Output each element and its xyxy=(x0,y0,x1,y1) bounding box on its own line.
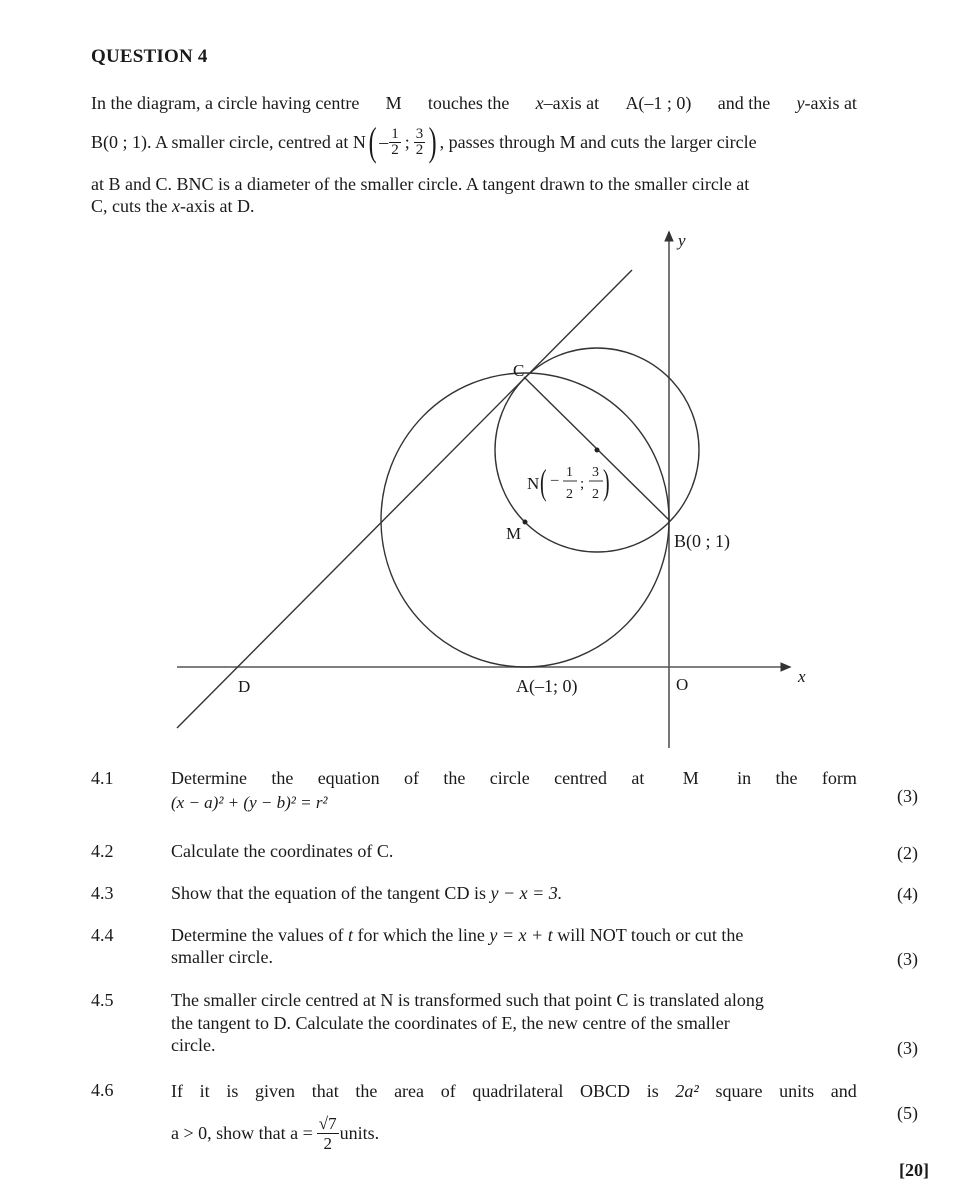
point-m xyxy=(523,520,528,525)
open-paren: ( xyxy=(368,119,377,164)
intro-line-3: at B and C. BNC is a diameter of the smaller circle. A tangent drawn to the smaller circle at xyxy=(91,174,750,194)
point-d-label: D xyxy=(238,677,251,696)
minus-sign: – xyxy=(379,131,389,152)
intro-text: , passes through M and cuts the larger circle xyxy=(439,131,757,152)
marks: (4) xyxy=(897,884,918,904)
part-4-4-text-line2: smaller circle. xyxy=(171,947,273,967)
part-4-1-formula: (x − a)² + (y − b)² = r² xyxy=(171,793,328,812)
n-separator: ; xyxy=(580,476,585,492)
total-marks: [20] xyxy=(899,1160,929,1180)
point-c-label: C xyxy=(513,361,525,380)
n-frac2-num: 3 xyxy=(592,465,599,480)
intro-text: A(–1 ; 0) xyxy=(625,93,692,113)
n-frac1-num: 1 xyxy=(566,465,573,480)
tangent-line-cd xyxy=(177,270,632,728)
part-4-3-text: Show that the equation of the tangent CD is y − x = 3. xyxy=(171,883,563,903)
n-open-paren: ( xyxy=(540,463,547,503)
part-4-4-text: Determine the values of t for which the line y = x + t will NOT touch or cut the xyxy=(171,925,744,945)
part-4-5-line3: circle. xyxy=(171,1035,216,1055)
n-frac1-den: 2 xyxy=(566,487,573,502)
intro-text: and the xyxy=(717,93,771,113)
close-paren: ) xyxy=(428,119,437,164)
intro-text: touches the xyxy=(427,93,510,113)
part-number: 4.1 xyxy=(91,768,114,788)
part-4-2-text: Calculate the coordinates of C. xyxy=(171,841,394,861)
intro-text: x–axis at xyxy=(535,93,600,113)
point-a-label: A(–1; 0) xyxy=(516,676,578,696)
part-number: 4.3 xyxy=(91,883,114,903)
part-4-1-text: Determine the equation of the circle centred at M in the form xyxy=(171,768,857,788)
n-close-paren: ) xyxy=(603,463,610,503)
marks: (3) xyxy=(897,949,918,969)
part-number: 4.4 xyxy=(91,925,114,945)
n-frac2-den: 2 xyxy=(592,487,599,502)
marks: (3) xyxy=(897,1038,918,1058)
marks: (2) xyxy=(897,843,918,863)
point-n-label: N xyxy=(527,474,540,493)
marks: (3) xyxy=(897,786,918,806)
n-minus: – xyxy=(551,472,559,488)
part-4-6-line1: If it is given that the area of quadrilateral OBCD is 2a² square units and xyxy=(171,1081,857,1101)
origin-label: O xyxy=(676,675,689,694)
x-axis-label: x xyxy=(798,667,806,686)
intro-text: M xyxy=(385,93,402,113)
part-4-6-line2: a > 0, show that a = $\frac{√7}{2}$ units. xyxy=(171,1113,380,1153)
fraction-three-halves: $\frac{3}{2}$ xyxy=(415,125,424,158)
point-b-label: B(0 ; 1) xyxy=(674,531,730,551)
y-axis-label: y xyxy=(678,231,686,250)
part-4-5-line2: the tangent to D. Calculate the coordinates of E, the new centre of the smaller xyxy=(171,1013,730,1033)
fraction-sqrt7-over-2: $\frac{√7}{2}$ xyxy=(318,1113,337,1153)
separator: ; xyxy=(404,131,410,152)
point-n xyxy=(595,448,600,453)
intro-text: y-axis at xyxy=(796,93,857,113)
part-4-5-line1: The smaller circle centred at N is transformed such that point C is translated along xyxy=(171,990,764,1010)
intro-text: In the diagram, a circle having centre xyxy=(91,93,360,113)
part-number: 4.5 xyxy=(91,990,114,1010)
part-number: 4.6 xyxy=(91,1080,114,1100)
fraction-one-half: $\frac{1}{2}$ xyxy=(391,125,399,158)
marks: (5) xyxy=(897,1103,918,1123)
part-number: 4.2 xyxy=(91,841,114,861)
question-title: QUESTION 4 xyxy=(91,46,208,67)
intro-text: B(0 ; 1). A smaller circle, centred at N xyxy=(91,131,366,152)
point-m-label: M xyxy=(506,524,522,543)
intro-line-4: C, cuts the x-axis at D. xyxy=(91,196,255,216)
